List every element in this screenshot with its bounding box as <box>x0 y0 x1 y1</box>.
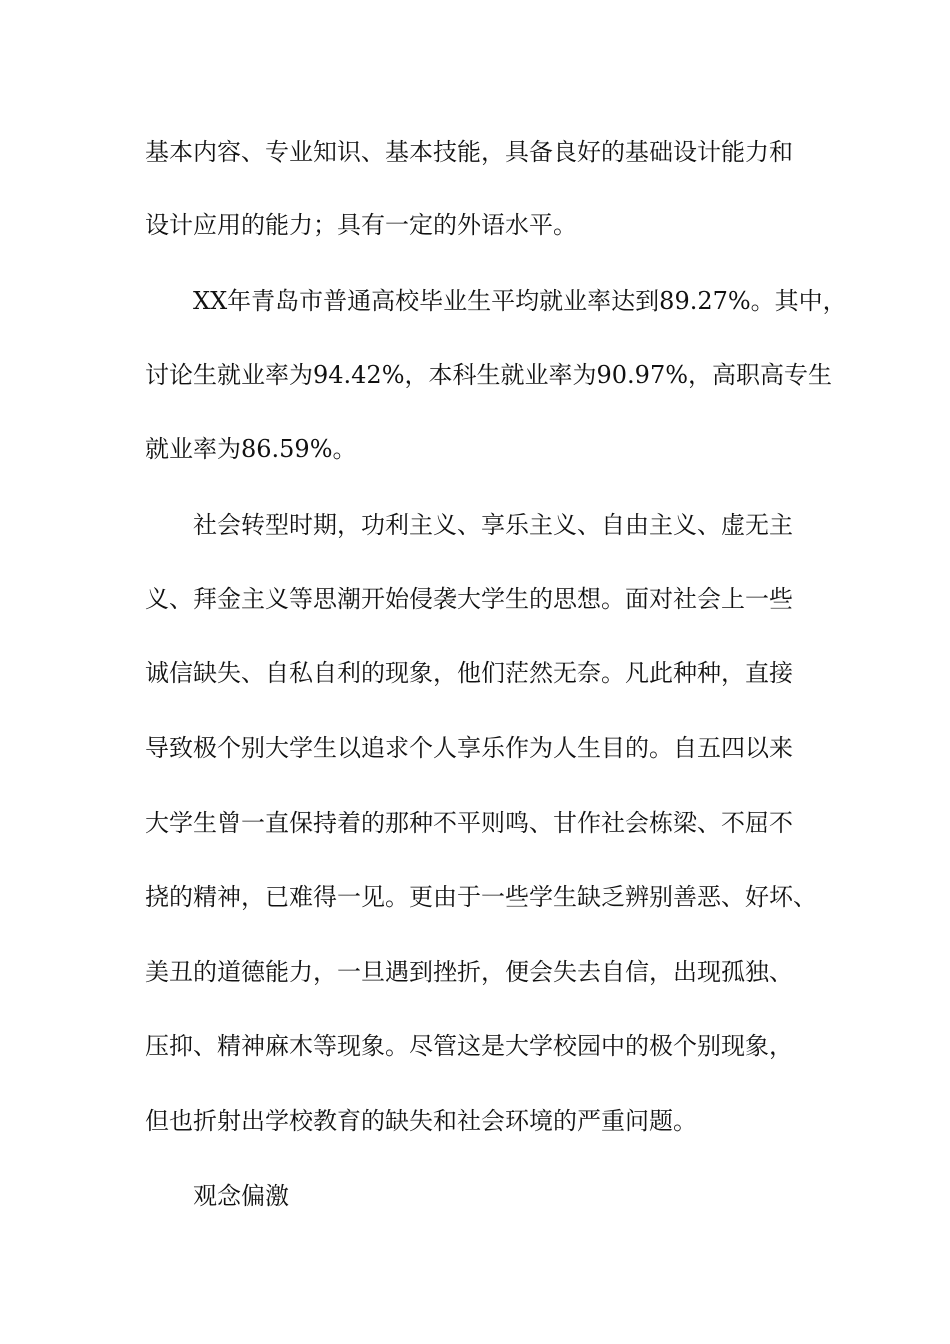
section-heading: 观念偏激 <box>193 1182 289 1210</box>
paragraph-line: 基本内容、专业知识、基本技能，具备良好的基础设计能力和 <box>145 138 793 166</box>
paragraph-line: 压抑、精神麻木等现象。尽管这是大学校园中的极个别现象， <box>145 1032 793 1060</box>
paragraph-line: 但也折射出学校教育的缺失和社会环境的严重问题。 <box>145 1107 697 1135</box>
paragraph-line: 美丑的道德能力，一旦遇到挫折，便会失去自信，出现孤独、 <box>145 958 793 986</box>
paragraph-line: 设计应用的能力；具有一定的外语水平。 <box>145 211 577 239</box>
paragraph-line: 义、拜金主义等思潮开始侵袭大学生的思想。面对社会上一些 <box>145 585 793 613</box>
paragraph-line: 大学生曾一直保持着的那种不平则鸣、甘作社会栋梁、不屈不 <box>145 809 793 837</box>
paragraph-line: 就业率为86.59%。 <box>145 435 357 463</box>
paragraph-line: 导致极个别大学生以追求个人享乐作为人生目的。自五四以来 <box>145 734 793 762</box>
paragraph-line: 社会转型时期，功利主义、享乐主义、自由主义、虚无主 <box>193 511 793 539</box>
paragraph-line: 讨论生就业率为94.42%，本科生就业率为90.97%，高职高专生 <box>145 361 833 389</box>
paragraph-line: 挠的精神，已难得一见。更由于一些学生缺乏辨别善恶、好坏、 <box>145 883 817 911</box>
paragraph-line: 诚信缺失、自私自利的现象，他们茫然无奈。凡此种种，直接 <box>145 659 793 687</box>
paragraph-line: XX年青岛市普通高校毕业生平均就业率达到89.27%。其中， <box>193 287 847 315</box>
